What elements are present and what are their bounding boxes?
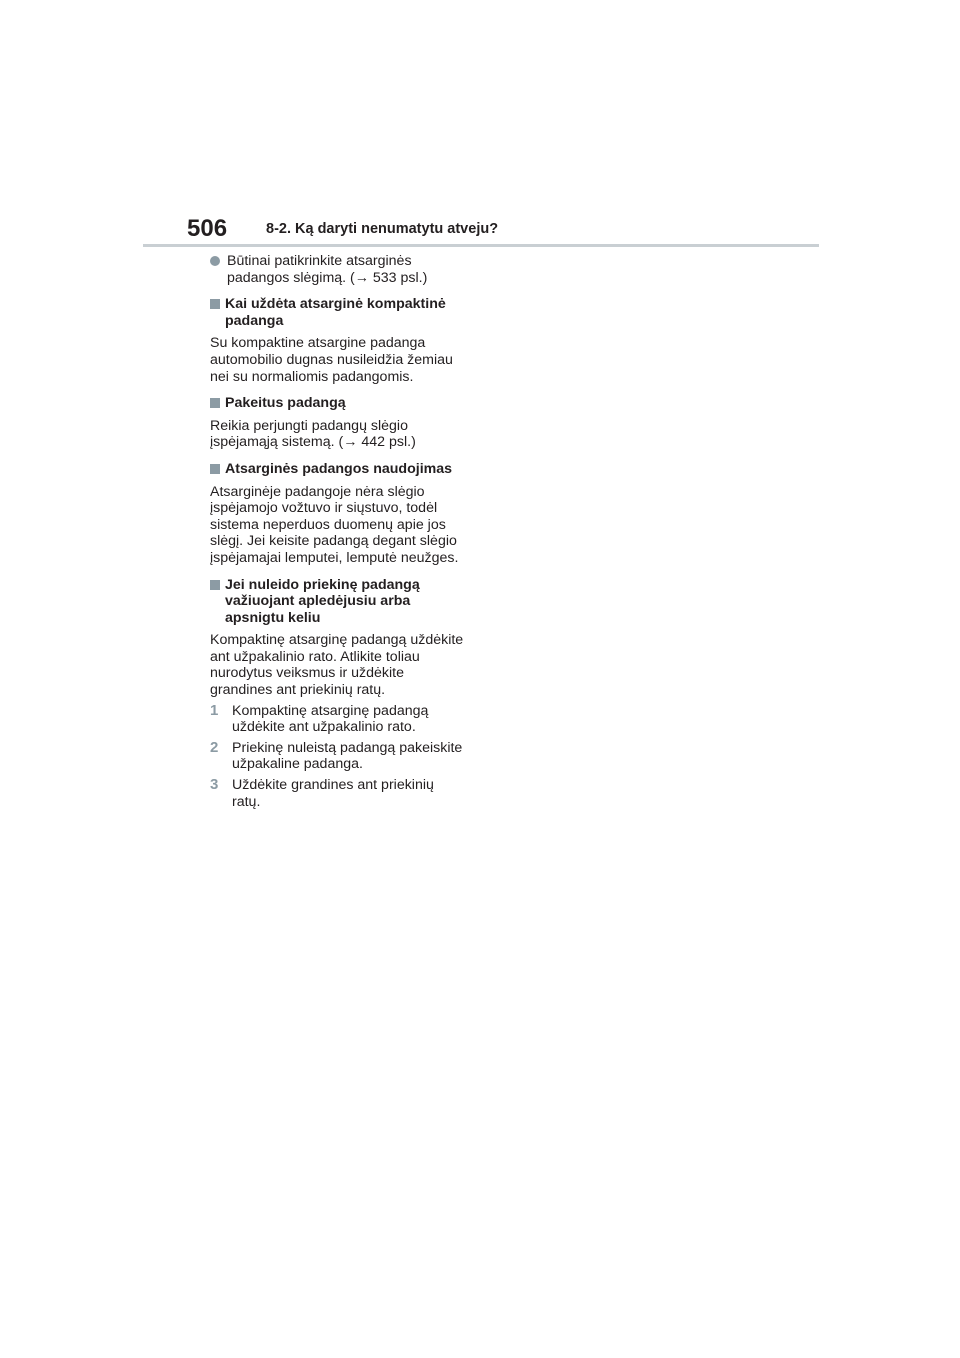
section-heading (210, 461, 472, 478)
header-divider (143, 244, 819, 247)
step-number: 2 (210, 738, 219, 756)
intro-line: Būtinai patikrinkite atsarginės (227, 253, 412, 269)
section-heading (210, 577, 472, 627)
paragraph-line: įspėjamajai lemputei, lemputė neužges. (210, 549, 459, 566)
circle-bullet-icon (210, 256, 220, 266)
paragraph-line: grandines ant priekinių ratų. (210, 682, 386, 699)
step-item (210, 703, 472, 736)
section-paragraph (210, 484, 472, 567)
paragraph-line: nurodytus veiksmus ir uždėkite (210, 665, 404, 682)
step-line: Uždėkite grandines ant priekinių (232, 777, 434, 794)
square-bullet-icon (210, 398, 220, 408)
main-content (210, 253, 472, 814)
section-paragraph (210, 418, 472, 451)
paragraph-line: Atsarginėje padangoje nėra slėgio (210, 483, 425, 500)
step-item (210, 777, 472, 810)
step-line: Priekinę nuleistą padangą pakeiskite (232, 739, 463, 756)
paragraph-line: automobilio dugnas nusileidžia žemiau (210, 351, 453, 368)
step-line: uždėkite ant užpakalinio rato. (232, 719, 416, 736)
step-number: 3 (210, 776, 219, 794)
intro-bullet (210, 253, 472, 286)
square-bullet-icon (210, 464, 220, 474)
paragraph-line: Kompaktinę atsarginę padangą uždėkite (210, 632, 464, 649)
heading-line: padanga (225, 312, 284, 329)
step-line: Kompaktinę atsarginę padangą (232, 702, 429, 719)
paragraph-line: ant užpakalinio rato. Atlikite toliau (210, 648, 420, 665)
square-bullet-icon (210, 299, 220, 309)
paragraph-line: slėgį. Jei keisite padangą degant slėgio (210, 533, 457, 550)
section-paragraph (210, 632, 472, 698)
step-line: užpakaline padanga. (232, 756, 363, 773)
heading-line: Atsarginės padangos naudojimas (225, 460, 453, 477)
heading-line: Jei nuleido priekinę padangą (225, 576, 420, 593)
heading-line: važiuojant apledėjusiu arba (225, 593, 411, 610)
heading-line: apsnigtu keliu (225, 609, 321, 626)
heading-line: Kai uždėta atsarginė kompaktinė (225, 296, 446, 313)
step-item (210, 740, 472, 773)
section-paragraph (210, 335, 472, 385)
section-heading (210, 296, 472, 329)
page-number: 506 (187, 215, 228, 242)
section-title: 8-2. Ką daryti nenumatytu atveju? (266, 221, 499, 237)
step-line: ratų. (232, 793, 261, 810)
paragraph-line: įspėjamojo vožtuvo ir siųstuvo, todėl (210, 500, 438, 517)
square-bullet-icon (210, 580, 220, 590)
paragraph-line: Su kompaktine atsargine padanga (210, 335, 426, 352)
heading-line: Pakeitus padangą (225, 395, 346, 412)
paragraph-line: nei su normaliomis padangomis. (210, 368, 414, 385)
paragraph-line: įspėjamąją sistemą. (→ 442 psl.) (210, 434, 416, 451)
intro-line: padangos slėgimą. (→ 533 psl.) (227, 269, 428, 286)
paragraph-line: Reikia perjungti padangų slėgio (210, 417, 408, 434)
step-number: 1 (210, 701, 219, 719)
page-header (143, 212, 819, 248)
paragraph-line: sistema neperduos duomenų apie jos (210, 516, 446, 533)
section-heading (210, 395, 472, 412)
